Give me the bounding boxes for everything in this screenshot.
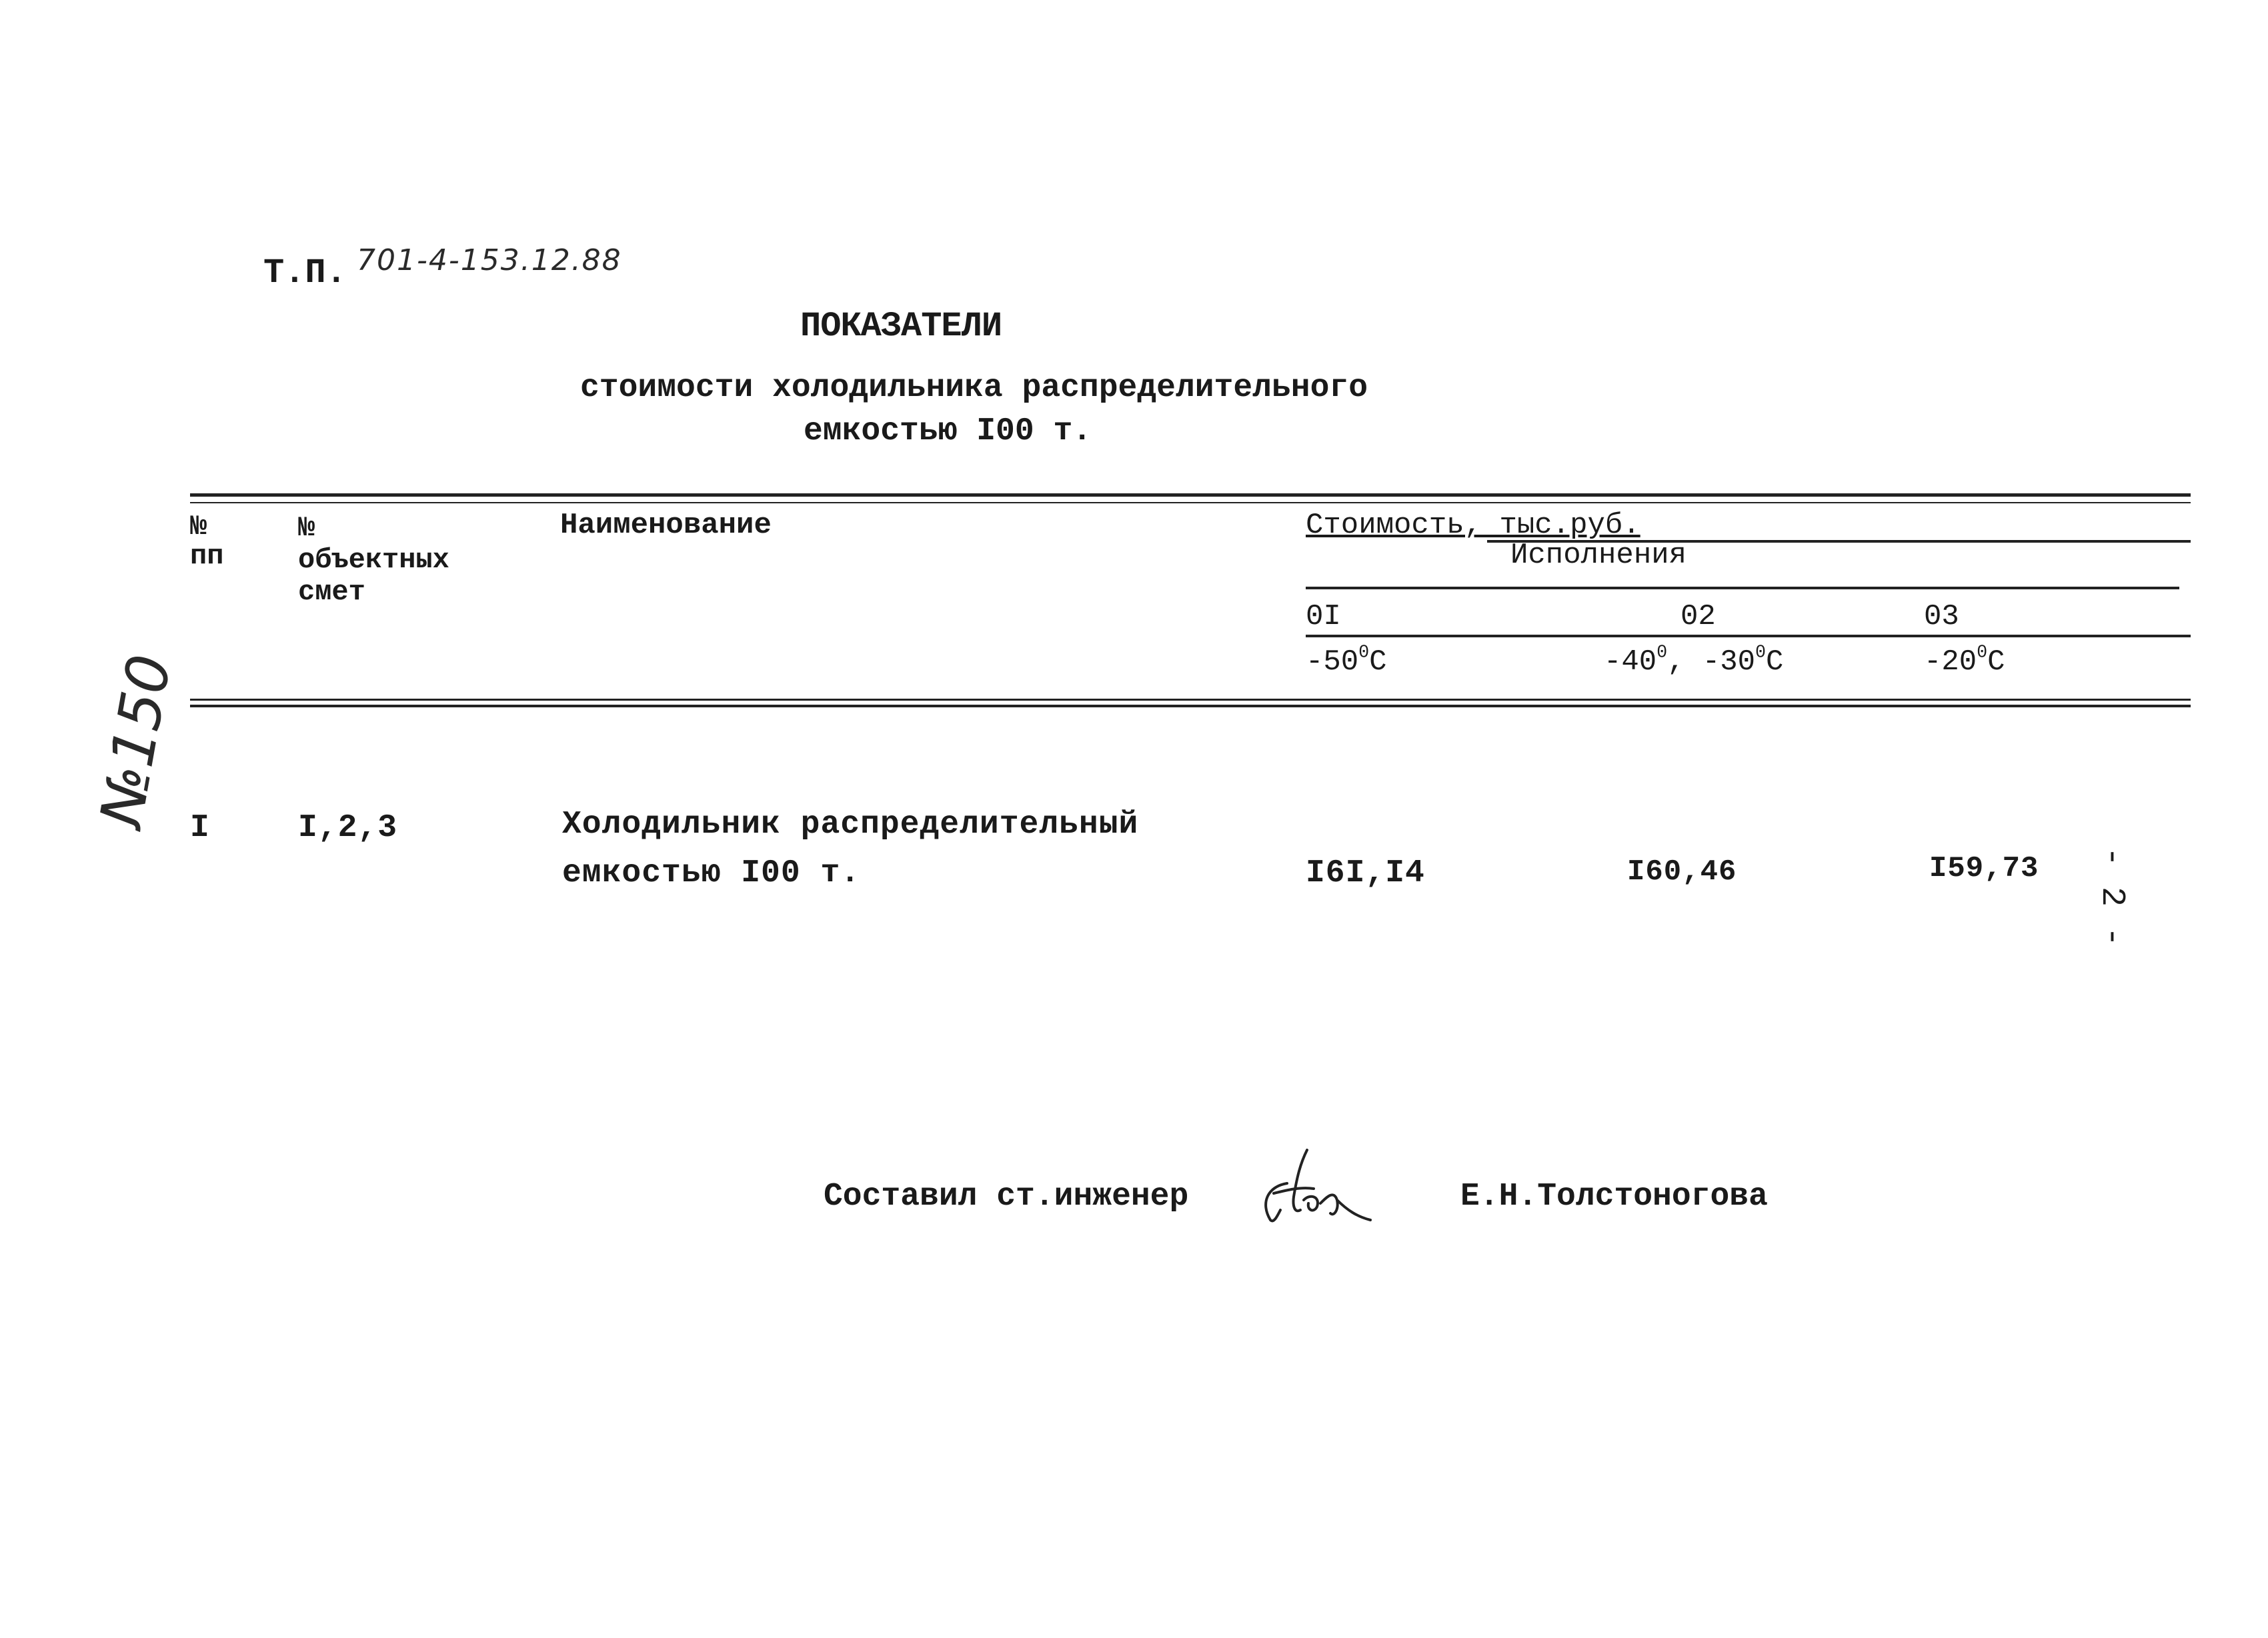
table-top-rule xyxy=(190,493,2191,497)
header-col-objects-line3: смет xyxy=(298,576,365,608)
margin-handwritten-number: №150 xyxy=(87,649,185,832)
execution-header-rule xyxy=(1306,587,2179,589)
execution-temp-1-unit: С xyxy=(1369,645,1387,679)
execution-temp-3-unit: С xyxy=(1987,645,2005,679)
header-col-objects-line1: № xyxy=(298,512,315,544)
execution-temp-2-unit: С xyxy=(1765,645,1784,679)
document-title: ПОКАЗАТЕЛИ xyxy=(800,307,1002,346)
row-value-execution-1: I6I,I4 xyxy=(1306,855,1425,891)
header-col-execution: Исполнения xyxy=(1510,539,1687,572)
degree-sign: 0 xyxy=(1755,642,1766,663)
tp-label: Т.П. xyxy=(263,253,347,293)
header-col-no-line1: № xyxy=(190,511,207,543)
table-header-bottom-rule-2 xyxy=(190,705,2191,707)
execution-temp-2-value: -40 xyxy=(1604,645,1657,679)
degree-sign: 0 xyxy=(1977,642,1988,663)
execution-code-1: 0I xyxy=(1306,600,1341,633)
degree-sign: 0 xyxy=(1358,642,1370,663)
execution-code-2: 02 xyxy=(1680,600,1716,633)
row-name-line1: Холодильник распределительный xyxy=(562,807,1139,843)
signature-label: Составил ст.инженер xyxy=(824,1179,1189,1215)
row-name-line2: емкостью I00 т. xyxy=(562,855,861,891)
row-value-execution-2: I60,46 xyxy=(1627,855,1737,889)
execution-temp-3-value: -20 xyxy=(1924,645,1977,679)
execution-code-rule xyxy=(1306,635,2191,637)
row-objects: I,2,3 xyxy=(298,810,398,846)
header-col-no-line2: пп xyxy=(190,540,224,572)
execution-code-3: 03 xyxy=(1924,600,1959,633)
header-col-no xyxy=(190,512,223,571)
header-col-name: Наименование xyxy=(560,509,772,542)
header-col-objects xyxy=(298,512,449,608)
degree-sign: 0 xyxy=(1656,642,1668,663)
row-value-execution-3: I59,73 xyxy=(1929,852,2039,885)
execution-temp-2 xyxy=(1604,642,1784,679)
header-col-objects-line2: объектных xyxy=(298,544,449,576)
page-number: - 2 - xyxy=(2093,847,2131,947)
execution-temp-2-value-2: , -30 xyxy=(1667,645,1756,679)
document-subtitle-line1: стоимости холодильника распределительного xyxy=(580,370,1368,406)
document-subtitle-line2: емкостью I00 т. xyxy=(804,413,1092,449)
signature-name: Е.Н.Толстоногова xyxy=(1460,1179,1768,1215)
table-top-rule-thin xyxy=(190,502,2191,503)
header-col-cost: Стоимость, тыс.руб. xyxy=(1306,509,1640,542)
table-header-bottom-rule xyxy=(190,699,2191,701)
execution-temp-1-value: -50 xyxy=(1306,645,1359,679)
execution-temp-1 xyxy=(1306,642,1387,679)
row-no: I xyxy=(190,810,210,846)
handwritten-signature xyxy=(1247,1137,1380,1237)
execution-temp-3 xyxy=(1924,642,2005,679)
tp-number-handwritten: 701-4-153.12.88 xyxy=(357,243,622,277)
